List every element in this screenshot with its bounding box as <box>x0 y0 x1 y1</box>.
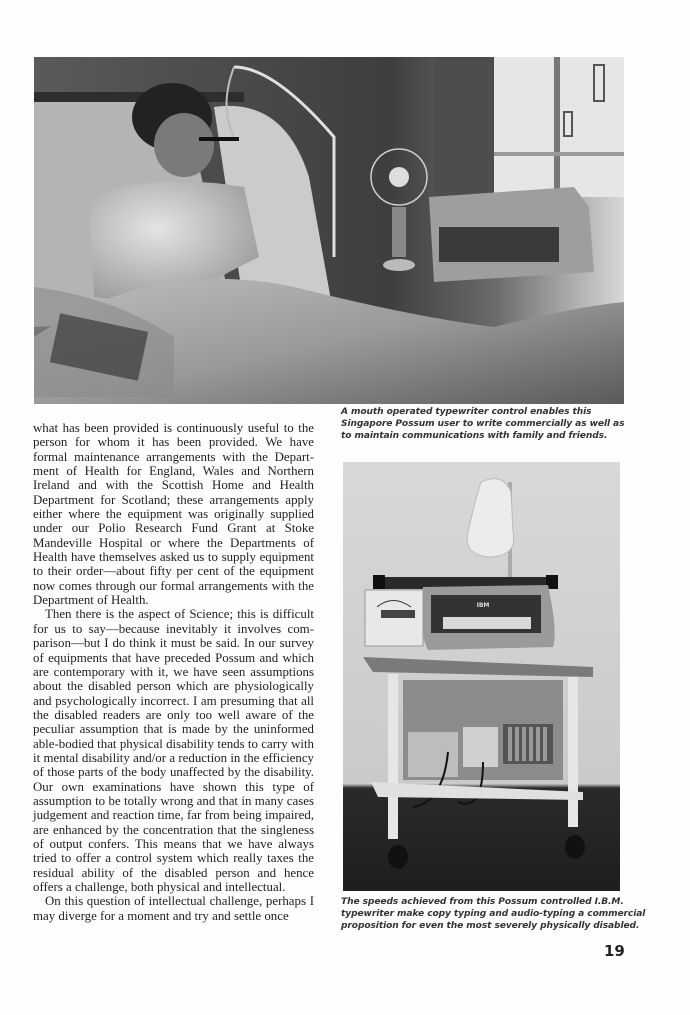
paragraph: what has been provided is continuously useful to the person for whom it has been provided. We have formal maintenance arrangements with the Department of Health for England, Wales and Northern Ireland and with the Scottish Home and Health Department for Scotland; these arrangements apply either where the equipment was originally supplied under our Polio Research Fund Grant at Stoke Mandeville Hospital or where the Departments of Health have themselves asked us to supply equipment to their order—about fifty per cent of the equipment now comes through our formal arrangements with the Department of Health. <box>33 421 314 608</box>
caption-bottom-photo <box>341 896 651 932</box>
caption-line: to maintain communications with family and friends. <box>341 431 608 441</box>
photo-patient-in-bed-image <box>34 57 624 404</box>
caption-line: proposition for even the most severely physically disabled. <box>341 921 640 931</box>
page-number: 19 <box>604 942 625 960</box>
paragraph: On this question of intellectual challenge, perhaps I may diverge for a moment and try and settle once <box>33 894 314 923</box>
photo-typewriter-trolley <box>343 462 620 891</box>
caption-line: typewriter make copy typing and audio-typing a commercial <box>341 909 646 919</box>
caption-line: The speeds achieved from this Possum controlled I.B.M. <box>341 897 624 907</box>
photo-patient-in-bed <box>34 57 624 404</box>
caption-line: A mouth operated typewriter control enables this <box>341 407 592 417</box>
caption-line: Singapore Possum user to write commercially as well as <box>341 419 625 429</box>
body-text-column <box>33 421 314 923</box>
ibm-logo: IBM <box>476 602 490 609</box>
caption-top-photo <box>341 406 641 442</box>
photo-typewriter-trolley-image <box>343 462 620 891</box>
paragraph: Then there is the aspect of Science; this is difficult for us to say—because inevitably it involves comparison—but I do think it must be said. In our survey of equipments that have preceded Possum and which are contemporary with it, we have seen assumptions about the disabled person which are physiologically and psychologically incorrect. I am presuming that all the disabled readers are only too well aware of the peculiar assumption that is made by the uninformed able-bodied that physical disability tends to carry with it mental disability and/or a reduction in the efficiency of those parts of the body unaffected by the disability. Our own examinations have shown this type of assumption to be totally wrong and that in many cases judgement and reaction time, far from being impaired, are enhanced by the concentration that the singleness of output confers. This means that we have always tried to offer a control system which really taxes the residual ability of the disabled person and hence offers a challenge, both physical and intellectual. <box>33 607 314 894</box>
